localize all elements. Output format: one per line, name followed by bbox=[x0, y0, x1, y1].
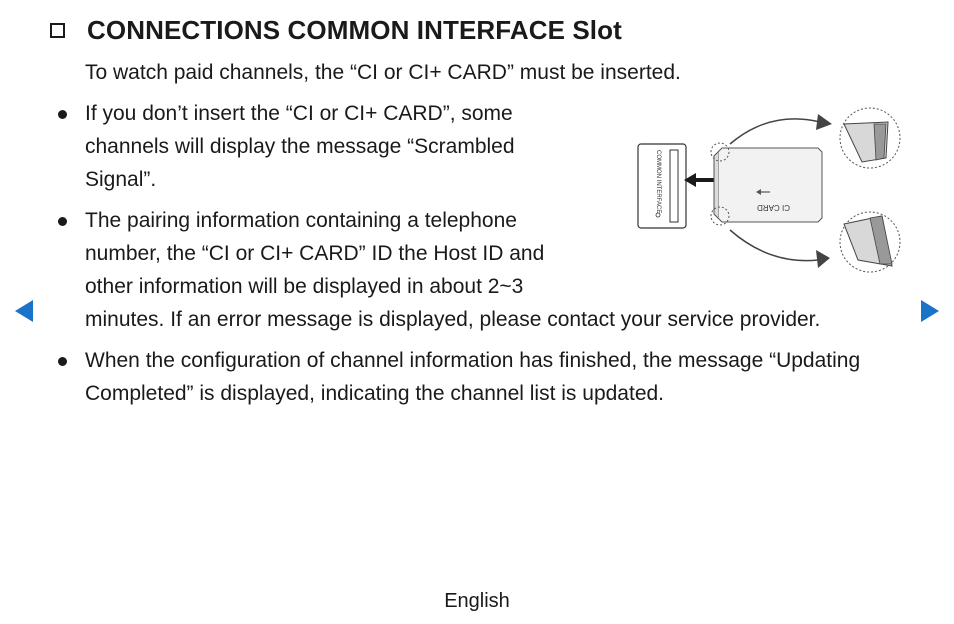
next-page-icon[interactable] bbox=[921, 300, 939, 322]
bullet-icon bbox=[58, 110, 67, 119]
card-label: CI CARD bbox=[757, 203, 790, 212]
page-title: CONNECTIONS COMMON INTERFACE Slot bbox=[87, 15, 622, 45]
bullet-3-line-2: Completed” is displayed, indicating the channel list is updated. bbox=[85, 382, 665, 405]
intro-text: To watch paid channels, the “CI or CI+ CARD” must be inserted. bbox=[85, 61, 681, 84]
bullet-icon bbox=[58, 357, 67, 366]
bullet-1-line-1: If you don’t insert the “CI or CI+ CARD”, some bbox=[85, 102, 513, 125]
checkbox-square-icon bbox=[50, 23, 65, 38]
curved-arrow-bottom-icon bbox=[730, 230, 830, 268]
previous-page-icon[interactable] bbox=[15, 300, 33, 322]
zoom-detail-bottom bbox=[840, 212, 900, 272]
insert-arrow-icon bbox=[684, 173, 714, 187]
footer-language: English bbox=[444, 590, 510, 612]
bullet-1-line-2: channels will display the message “Scrambled bbox=[85, 135, 515, 158]
ci-card-graphic bbox=[714, 148, 822, 222]
zoom-detail-top bbox=[840, 108, 900, 168]
bullet-2-line-2: number, the “CI or CI+ CARD” ID the Host ID and bbox=[85, 242, 545, 265]
section-heading bbox=[50, 15, 622, 46]
bullet-icon bbox=[58, 217, 67, 226]
tv-slot-panel bbox=[638, 144, 686, 228]
bullet-2-line-1: The pairing information containing a telephone bbox=[85, 209, 517, 232]
bullet-2-line-4: minutes. If an error message is displayed, please contact your service provider. bbox=[85, 308, 821, 331]
bullet-2-line-3: other information will be displayed in about 2~3 bbox=[85, 275, 524, 298]
bullet-1-line-3: Signal”. bbox=[85, 168, 157, 191]
slot-label: COMMON INTERFACE bbox=[655, 150, 661, 214]
bullet-3-line-1: When the configuration of channel information has finished, the message “Updating bbox=[85, 349, 861, 372]
curved-arrow-top-icon bbox=[730, 114, 832, 144]
ci-card-insertion-illustration bbox=[630, 100, 910, 280]
